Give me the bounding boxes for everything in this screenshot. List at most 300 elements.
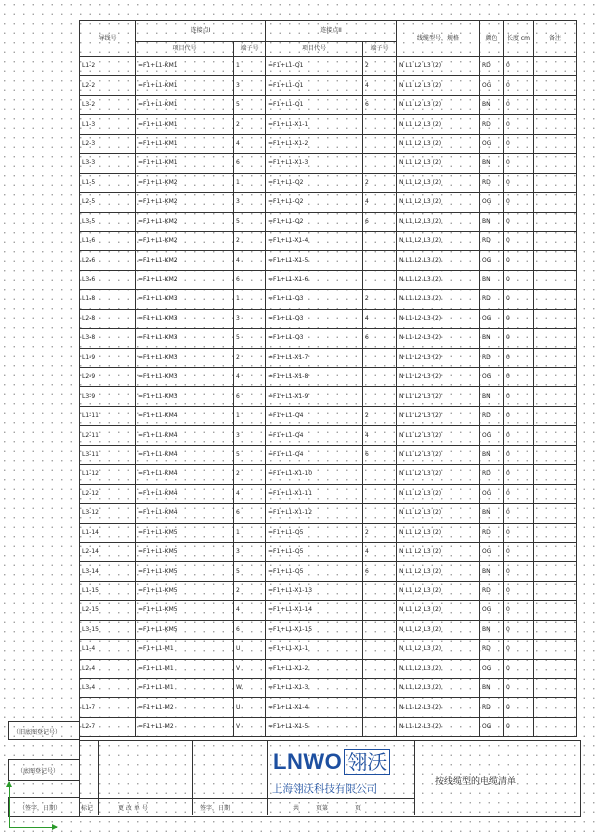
length-cell: 0 <box>504 542 534 561</box>
length-cell: 0 <box>504 717 534 736</box>
item-code-a-cell: =F1+L1-M1 <box>136 640 234 659</box>
logo-word: LNWO <box>273 749 343 774</box>
remark-cell <box>534 212 577 231</box>
sheet-no-label: 页第 <box>316 805 329 812</box>
length-cell: 0 <box>504 601 534 620</box>
length-cell: 0 <box>504 95 534 114</box>
cable-spec-cell: N L1 L2 L3 (2) <box>397 465 480 484</box>
title-block-rule <box>267 798 414 799</box>
terminal-b-cell <box>363 484 397 503</box>
table-row <box>80 445 577 464</box>
length-cell: 0 <box>504 309 534 328</box>
terminal-b-cell <box>363 601 397 620</box>
wire-no-cell: L2-2 <box>80 76 136 95</box>
terminal-a-cell: 1 <box>234 57 266 76</box>
remark-cell <box>534 76 577 95</box>
cable-spec-cell: N L1 L2 L3 (2) <box>397 484 480 503</box>
length-cell: 0 <box>504 270 534 289</box>
terminal-b-cell <box>363 465 397 484</box>
color-cell: BN <box>480 329 504 348</box>
terminal-b-cell: 6 <box>363 95 397 114</box>
cable-rows <box>80 57 577 737</box>
title-block-rule <box>414 740 415 815</box>
remark-cell <box>534 154 577 173</box>
item-code-b-cell: =F1+L1-X1-2 <box>266 659 363 678</box>
item-code-b-cell: =F1+L1-X1-15 <box>266 620 363 639</box>
item-code-b-cell: =F1+L1-Q1 <box>266 95 363 114</box>
item-code-a-cell: =F1+L1-KM3 <box>136 368 234 387</box>
color-cell: RD <box>480 640 504 659</box>
base-drawing-label: （底图登记号） <box>17 768 60 775</box>
cable-list-table <box>79 20 577 737</box>
cable-spec-cell: N L1 L2 L3 (2) <box>397 426 480 445</box>
terminal-a-cell: 5 <box>234 95 266 114</box>
wire-no-cell: L3-8 <box>80 329 136 348</box>
cable-spec-cell: N L1 L2 L3 (2) <box>397 640 480 659</box>
wire-no-cell: L2-9 <box>80 368 136 387</box>
color-cell: BN <box>480 620 504 639</box>
terminal-a-cell: 6 <box>234 504 266 523</box>
header-cable-spec: 线缆型号，规格 <box>397 21 480 57</box>
length-cell: 0 <box>504 523 534 542</box>
item-code-a-cell: =F1+L1-KM5 <box>136 601 234 620</box>
wire-no-cell: L2-15 <box>80 601 136 620</box>
document-title: 按线缆型的电缆清单 <box>435 777 517 787</box>
x-axis-arrow-icon <box>9 827 57 828</box>
table-row <box>80 640 577 659</box>
item-code-a-cell: =F1+L1-KM4 <box>136 445 234 464</box>
title-block-rule <box>267 740 268 815</box>
remark-cell <box>534 329 577 348</box>
remark-cell <box>534 134 577 153</box>
terminal-a-cell: 4 <box>234 368 266 387</box>
color-cell: OG <box>480 484 504 503</box>
table-row <box>80 620 577 639</box>
header-terminal-a: 端子号 <box>234 42 266 57</box>
wire-no-cell: L1-4 <box>80 640 136 659</box>
remark-cell <box>534 562 577 581</box>
item-code-b-cell: =F1+L1-X1-5 <box>266 717 363 736</box>
length-cell: 0 <box>504 348 534 367</box>
length-cell: 0 <box>504 698 534 717</box>
table-row <box>80 581 577 600</box>
item-code-b-cell: =F1+L1-Q2 <box>266 193 363 212</box>
wire-no-cell: L1-9 <box>80 348 136 367</box>
sign-date-label: （签字，日期） <box>19 805 62 812</box>
table-row <box>80 115 577 134</box>
wire-no-cell: L3-3 <box>80 154 136 173</box>
length-cell: 0 <box>504 679 534 698</box>
remark-cell <box>534 173 577 192</box>
item-code-a-cell: =F1+L1-M2 <box>136 698 234 717</box>
terminal-a-cell: 2 <box>234 465 266 484</box>
title-block-rule <box>79 798 267 799</box>
terminal-a-cell: 5 <box>234 445 266 464</box>
length-cell: 0 <box>504 212 534 231</box>
cable-spec-cell: N L1 L2 L3 (2) <box>397 523 480 542</box>
title-block-rule <box>98 740 99 815</box>
length-cell: 0 <box>504 406 534 425</box>
old-drawing-label: （旧底图登记号） <box>13 729 62 736</box>
total-sheets-label: 共 <box>293 805 300 812</box>
table-row <box>80 542 577 561</box>
item-code-b-cell: =F1+L1-X1-2 <box>266 134 363 153</box>
item-code-b-cell: =F1+L1-Q2 <box>266 212 363 231</box>
length-cell: 0 <box>504 659 534 678</box>
cable-spec-cell: N L1 L2 L3 (2) <box>397 270 480 289</box>
cable-spec-cell: N L1 L2 L3 (2) <box>397 368 480 387</box>
wire-no-cell: L2-4 <box>80 659 136 678</box>
length-cell: 0 <box>504 445 534 464</box>
remark-cell <box>534 309 577 328</box>
cable-spec-cell: N L1 L2 L3 (2) <box>397 154 480 173</box>
color-cell: BN <box>480 95 504 114</box>
remark-cell <box>534 659 577 678</box>
wire-no-cell: L3-11 <box>80 445 136 464</box>
wire-no-cell: L1-14 <box>80 523 136 542</box>
item-code-b-cell: =F1+L1-X1-7 <box>266 348 363 367</box>
cable-spec-cell: N L1 L2 L3 (2) <box>397 601 480 620</box>
header-connection-a: 连接点I <box>136 21 266 42</box>
terminal-b-cell <box>363 581 397 600</box>
terminal-a-cell: 3 <box>234 542 266 561</box>
terminal-b-cell <box>363 115 397 134</box>
item-code-b-cell: =F1+L1-X1-13 <box>266 581 363 600</box>
table-row <box>80 368 577 387</box>
color-cell: OG <box>480 717 504 736</box>
table-row <box>80 679 577 698</box>
cable-spec-cell: N L1 L2 L3 (2) <box>397 95 480 114</box>
color-cell: OG <box>480 601 504 620</box>
remark-cell <box>534 504 577 523</box>
item-code-a-cell: =F1+L1-KM2 <box>136 231 234 250</box>
wire-no-cell: L1-7 <box>80 698 136 717</box>
color-cell: BN <box>480 504 504 523</box>
length-cell: 0 <box>504 115 534 134</box>
item-code-b-cell: =F1+L1-X1-1 <box>266 640 363 659</box>
remark-cell <box>534 679 577 698</box>
remark-cell <box>534 95 577 114</box>
terminal-b-cell <box>363 270 397 289</box>
wire-no-cell: L1-12 <box>80 465 136 484</box>
header-item-code-a: 项目代号 <box>136 42 234 57</box>
wire-no-cell: L2-11 <box>80 426 136 445</box>
cable-spec-cell: N L1 L2 L3 (2) <box>397 562 480 581</box>
remark-cell <box>534 581 577 600</box>
terminal-a-cell: 1 <box>234 523 266 542</box>
logo-mark <box>273 747 390 777</box>
item-code-b-cell: =F1+L1-X1-8 <box>266 368 363 387</box>
terminal-b-cell: 2 <box>363 406 397 425</box>
item-code-a-cell: =F1+L1-KM2 <box>136 270 234 289</box>
cable-spec-cell: N L1 L2 L3 (2) <box>397 251 480 270</box>
wire-no-cell: L1-5 <box>80 173 136 192</box>
item-code-a-cell: =F1+L1-KM4 <box>136 484 234 503</box>
item-code-a-cell: =F1+L1-M2 <box>136 717 234 736</box>
company-logo <box>270 746 398 796</box>
item-code-b-cell: =F1+L1-Q4 <box>266 426 363 445</box>
terminal-b-cell <box>363 387 397 406</box>
color-cell: RD <box>480 173 504 192</box>
y-axis-arrow-icon <box>9 782 10 827</box>
remark-cell <box>534 115 577 134</box>
terminal-b-cell <box>363 620 397 639</box>
wire-no-cell: L1-11 <box>80 406 136 425</box>
color-cell: OG <box>480 193 504 212</box>
terminal-a-cell: 1 <box>234 290 266 309</box>
length-cell: 0 <box>504 329 534 348</box>
wire-no-cell: L1-8 <box>80 290 136 309</box>
terminal-a-cell: W <box>234 679 266 698</box>
table-row <box>80 193 577 212</box>
item-code-b-cell: =F1+L1-X1-9 <box>266 387 363 406</box>
cable-spec-cell: N L1 L2 L3 (2) <box>397 698 480 717</box>
length-cell: 0 <box>504 620 534 639</box>
terminal-b-cell: 2 <box>363 523 397 542</box>
item-code-b-cell: =F1+L1-X1-1 <box>266 115 363 134</box>
terminal-a-cell: 4 <box>234 251 266 270</box>
color-cell: OG <box>480 251 504 270</box>
cable-spec-cell: N L1 L2 L3 (2) <box>397 212 480 231</box>
terminal-b-cell <box>363 640 397 659</box>
remark-cell <box>534 445 577 464</box>
terminal-a-cell: 1 <box>234 173 266 192</box>
table-row <box>80 251 577 270</box>
wire-no-cell: L3-14 <box>80 562 136 581</box>
wire-no-cell: L3-15 <box>80 620 136 639</box>
wire-no-cell: L3-2 <box>80 95 136 114</box>
cable-spec-cell: N L1 L2 L3 (2) <box>397 659 480 678</box>
table-row <box>80 212 577 231</box>
cable-spec-cell: N L1 L2 L3 (2) <box>397 76 480 95</box>
terminal-b-cell: 6 <box>363 562 397 581</box>
item-code-b-cell: =F1+L1-X1-3 <box>266 154 363 173</box>
terminal-b-cell: 2 <box>363 173 397 192</box>
cable-spec-cell: N L1 L2 L3 (2) <box>397 134 480 153</box>
length-cell: 0 <box>504 581 534 600</box>
color-cell: OG <box>480 134 504 153</box>
item-code-b-cell: =F1+L1-X1-3 <box>266 679 363 698</box>
item-code-a-cell: =F1+L1-KM1 <box>136 134 234 153</box>
change-no-label: 更 改 单 号 <box>118 805 148 812</box>
terminal-a-cell: 6 <box>234 620 266 639</box>
terminal-a-cell: 5 <box>234 212 266 231</box>
length-cell: 0 <box>504 504 534 523</box>
table-row <box>80 76 577 95</box>
cable-spec-cell: N L1 L2 L3 (2) <box>397 231 480 250</box>
length-cell: 0 <box>504 426 534 445</box>
terminal-b-cell <box>363 659 397 678</box>
item-code-b-cell: =F1+L1-Q1 <box>266 57 363 76</box>
table-row <box>80 426 577 445</box>
remark-cell <box>534 542 577 561</box>
terminal-a-cell: 4 <box>234 601 266 620</box>
table-row <box>80 465 577 484</box>
header-color: 颜色 <box>480 21 504 57</box>
terminal-a-cell: 6 <box>234 154 266 173</box>
item-code-a-cell: =F1+L1-KM2 <box>136 193 234 212</box>
terminal-b-cell: 4 <box>363 309 397 328</box>
color-cell: BN <box>480 387 504 406</box>
item-code-a-cell: =F1+L1-KM5 <box>136 620 234 639</box>
item-code-a-cell: =F1+L1-KM1 <box>136 115 234 134</box>
item-code-a-cell: =F1+L1-KM1 <box>136 95 234 114</box>
cable-spec-cell: N L1 L2 L3 (2) <box>397 504 480 523</box>
length-cell: 0 <box>504 154 534 173</box>
remark-cell <box>534 406 577 425</box>
length-cell: 0 <box>504 484 534 503</box>
title-sign-date-label: 签字，日期 <box>200 805 231 812</box>
item-code-a-cell: =F1+L1-KM3 <box>136 329 234 348</box>
terminal-a-cell: 5 <box>234 562 266 581</box>
item-code-a-cell: =F1+L1-KM2 <box>136 212 234 231</box>
item-code-b-cell: =F1+L1-X1-5 <box>266 251 363 270</box>
table-row <box>80 348 577 367</box>
table-row <box>80 562 577 581</box>
base-drawing-box <box>8 759 80 781</box>
sign-date-box <box>8 797 80 817</box>
terminal-a-cell: U <box>234 698 266 717</box>
remark-cell <box>534 251 577 270</box>
color-cell: OG <box>480 309 504 328</box>
item-code-a-cell: =F1+L1-KM2 <box>136 173 234 192</box>
color-cell: RD <box>480 581 504 600</box>
table-row <box>80 698 577 717</box>
page-label: 页 <box>355 805 362 812</box>
color-cell: OG <box>480 659 504 678</box>
item-code-b-cell: =F1+L1-Q3 <box>266 290 363 309</box>
item-code-a-cell: =F1+L1-KM5 <box>136 523 234 542</box>
title-block-rule <box>192 740 193 815</box>
table-row <box>80 57 577 76</box>
color-cell: RD <box>480 406 504 425</box>
length-cell: 0 <box>504 76 534 95</box>
item-code-a-cell: =F1+L1-KM5 <box>136 542 234 561</box>
item-code-a-cell: =F1+L1-KM2 <box>136 251 234 270</box>
color-cell: RD <box>480 231 504 250</box>
item-code-a-cell: =F1+L1-KM3 <box>136 348 234 367</box>
terminal-a-cell: 6 <box>234 270 266 289</box>
item-code-b-cell: =F1+L1-X1-14 <box>266 601 363 620</box>
terminal-a-cell: 3 <box>234 309 266 328</box>
remark-cell <box>534 193 577 212</box>
terminal-a-cell: 2 <box>234 231 266 250</box>
terminal-b-cell: 4 <box>363 76 397 95</box>
table-row <box>80 504 577 523</box>
wire-no-cell: L3-12 <box>80 504 136 523</box>
terminal-b-cell: 2 <box>363 290 397 309</box>
item-code-b-cell: =F1+L1-Q2 <box>266 173 363 192</box>
terminal-a-cell: 2 <box>234 115 266 134</box>
remark-cell <box>534 698 577 717</box>
terminal-b-cell <box>363 134 397 153</box>
terminal-a-cell: 1 <box>234 406 266 425</box>
wire-no-cell: L3-5 <box>80 212 136 231</box>
cable-spec-cell: N L1 L2 L3 (2) <box>397 329 480 348</box>
item-code-b-cell: =F1+L1-Q4 <box>266 445 363 464</box>
item-code-a-cell: =F1+L1-M1 <box>136 659 234 678</box>
color-cell: BN <box>480 154 504 173</box>
cable-spec-cell: N L1 L2 L3 (2) <box>397 290 480 309</box>
terminal-b-cell: 2 <box>363 57 397 76</box>
table-row <box>80 95 577 114</box>
terminal-a-cell: 4 <box>234 484 266 503</box>
item-code-b-cell: =F1+L1-Q4 <box>266 406 363 425</box>
terminal-b-cell: 4 <box>363 426 397 445</box>
logo-chinese: 翎沃 <box>344 749 390 775</box>
wire-no-cell: L1-2 <box>80 57 136 76</box>
length-cell: 0 <box>504 640 534 659</box>
item-code-a-cell: =F1+L1-M1 <box>136 679 234 698</box>
color-cell: RD <box>480 115 504 134</box>
item-code-b-cell: =F1+L1-Q5 <box>266 523 363 542</box>
cable-spec-cell: N L1 L2 L3 (2) <box>397 348 480 367</box>
terminal-b-cell <box>363 154 397 173</box>
item-code-a-cell: =F1+L1-KM5 <box>136 581 234 600</box>
table-row <box>80 523 577 542</box>
length-cell: 0 <box>504 57 534 76</box>
terminal-b-cell <box>363 698 397 717</box>
remark-cell <box>534 717 577 736</box>
remark-cell <box>534 465 577 484</box>
color-cell: OG <box>480 368 504 387</box>
wire-no-cell: L3-9 <box>80 387 136 406</box>
item-code-a-cell: =F1+L1-KM3 <box>136 290 234 309</box>
cable-spec-cell: N L1 L2 L3 (2) <box>397 193 480 212</box>
cable-spec-cell: N L1 L2 L3 (2) <box>397 620 480 639</box>
table-row <box>80 329 577 348</box>
remark-cell <box>534 640 577 659</box>
length-cell: 0 <box>504 134 534 153</box>
cable-spec-cell: N L1 L2 L3 (2) <box>397 309 480 328</box>
remark-cell <box>534 620 577 639</box>
table-row <box>80 659 577 678</box>
item-code-b-cell: =F1+L1-X1-6 <box>266 270 363 289</box>
wire-no-cell: L2-5 <box>80 193 136 212</box>
color-cell: OG <box>480 542 504 561</box>
item-code-a-cell: =F1+L1-KM5 <box>136 562 234 581</box>
terminal-b-cell <box>363 368 397 387</box>
terminal-a-cell: 3 <box>234 426 266 445</box>
color-cell: BN <box>480 212 504 231</box>
cable-spec-cell: N L1 L2 L3 (2) <box>397 679 480 698</box>
remark-cell <box>534 601 577 620</box>
item-code-b-cell: =F1+L1-X1-11 <box>266 484 363 503</box>
table-row <box>80 387 577 406</box>
item-code-b-cell: =F1+L1-X1-10 <box>266 465 363 484</box>
item-code-b-cell: =F1+L1-Q3 <box>266 329 363 348</box>
terminal-b-cell: 6 <box>363 212 397 231</box>
item-code-a-cell: =F1+L1-KM4 <box>136 504 234 523</box>
item-code-b-cell: =F1+L1-Q3 <box>266 309 363 328</box>
length-cell: 0 <box>504 562 534 581</box>
item-code-a-cell: =F1+L1-KM1 <box>136 76 234 95</box>
cable-spec-cell: N L1 L2 L3 (2) <box>397 581 480 600</box>
wire-no-cell: L3-4 <box>80 679 136 698</box>
table-row <box>80 717 577 736</box>
cable-spec-cell: N L1 L2 L3 (2) <box>397 387 480 406</box>
remark-cell <box>534 348 577 367</box>
terminal-a-cell: 6 <box>234 387 266 406</box>
terminal-a-cell: 2 <box>234 348 266 367</box>
item-code-a-cell: =F1+L1-KM3 <box>136 387 234 406</box>
item-code-a-cell: =F1+L1-KM4 <box>136 465 234 484</box>
table-row <box>80 231 577 250</box>
item-code-a-cell: =F1+L1-KM3 <box>136 309 234 328</box>
cable-spec-cell: N L1 L2 L3 (2) <box>397 445 480 464</box>
terminal-b-cell <box>363 717 397 736</box>
length-cell: 0 <box>504 387 534 406</box>
